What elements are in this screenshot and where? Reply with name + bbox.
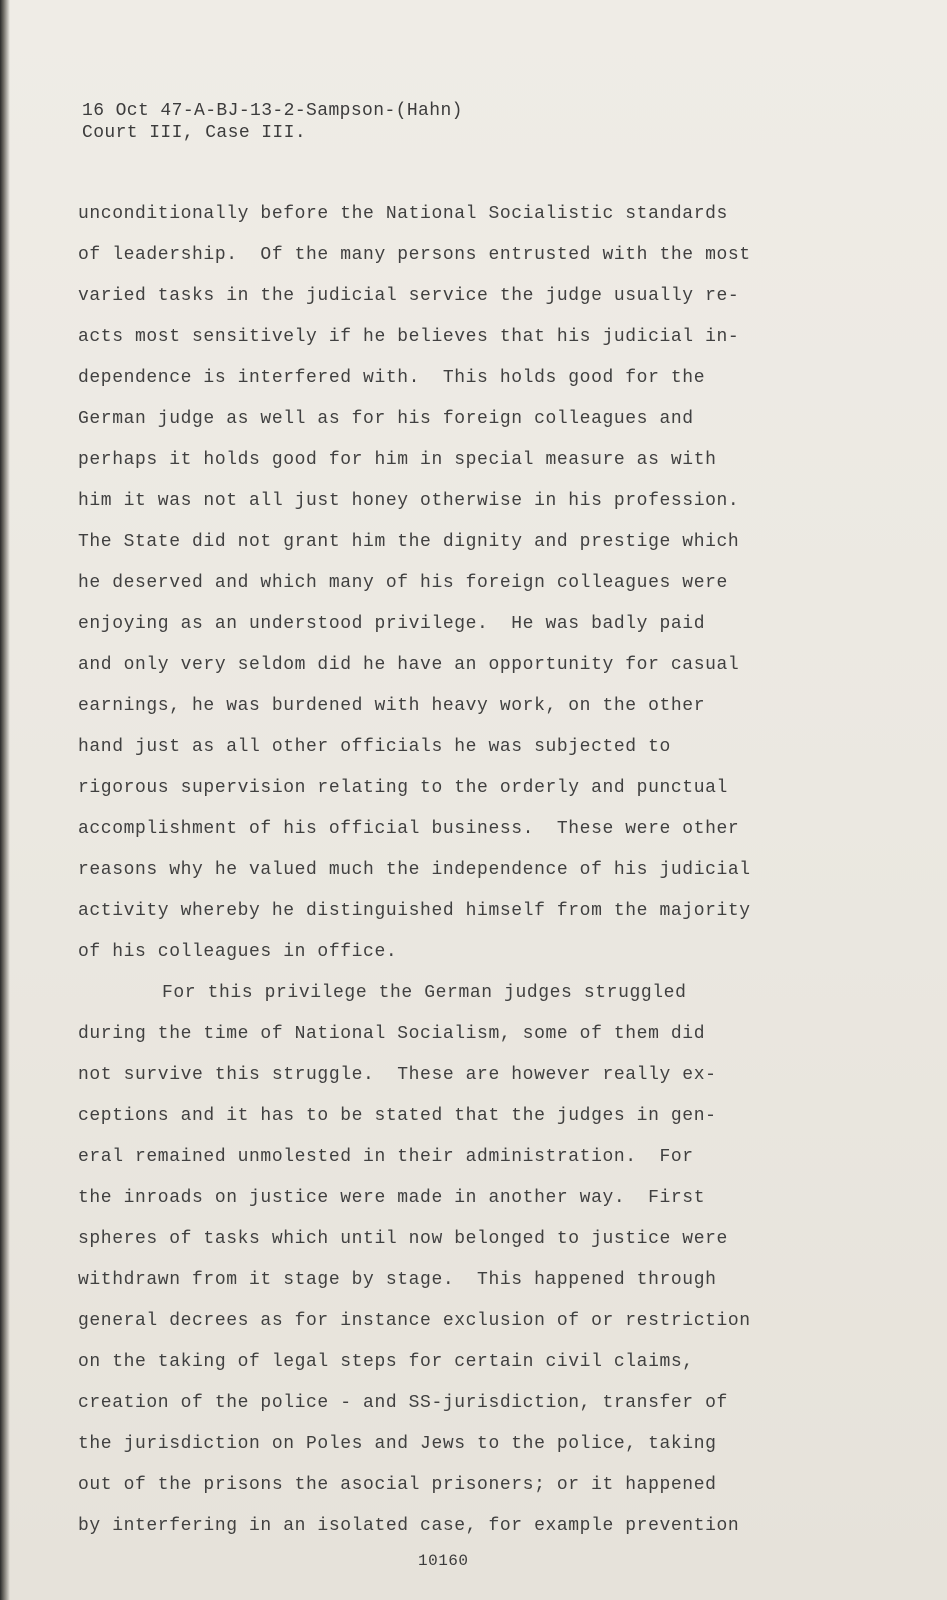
text-line: general decrees as for instance exclusion of or restriction — [78, 1311, 751, 1331]
text-line: creation of the police - and SS-jurisdiction, transfer of — [78, 1393, 728, 1413]
text-line: by interfering in an isolated case, for example prevention — [78, 1516, 740, 1536]
header-line-2: Court III, Case III. — [82, 123, 307, 143]
text-line: unconditionally before the National Socialistic standards — [78, 204, 728, 224]
page-binding-edge — [0, 0, 10, 1600]
text-line: him it was not all just honey otherwise in his profession. — [78, 491, 740, 511]
text-line: perhaps it holds good for him in special measure as with — [78, 450, 717, 470]
text-line: during the time of National Socialism, some of them did — [78, 1024, 706, 1044]
text-line: eral remained unmolested in their administration. For — [78, 1147, 694, 1167]
text-line: For this privilege the German judges struggled — [162, 983, 687, 1003]
text-line: The State did not grant him the dignity and prestige which — [78, 532, 740, 552]
text-line: out of the prisons the asocial prisoners; or it happened — [78, 1475, 717, 1495]
text-line: withdrawn from it stage by stage. This happened through — [78, 1270, 717, 1290]
text-line: the jurisdiction on Poles and Jews to the police, taking — [78, 1434, 717, 1454]
page-number: 10160 — [418, 1552, 469, 1570]
text-line: of leadership. Of the many persons entrusted with the most — [78, 245, 751, 265]
text-line: enjoying as an understood privilege. He was badly paid — [78, 614, 706, 634]
text-line: rigorous supervision relating to the orderly and punctual — [78, 778, 728, 798]
text-line: dependence is interfered with. This holds good for the — [78, 368, 706, 388]
document-header — [82, 100, 463, 144]
text-line: activity whereby he distinguished himself from the majority — [78, 901, 751, 921]
text-line: ceptions and it has to be stated that the judges in gen- — [78, 1106, 717, 1126]
text-line: reasons why he valued much the independence of his judicial — [78, 860, 751, 880]
text-line: on the taking of legal steps for certain civil claims, — [78, 1352, 694, 1372]
text-line: earnings, he was burdened with heavy work, on the other — [78, 696, 706, 716]
text-line: of his colleagues in office. — [78, 942, 398, 962]
text-line: and only very seldom did he have an opportunity for casual — [78, 655, 740, 675]
text-line: acts most sensitively if he believes that his judicial in- — [78, 327, 740, 347]
body-text — [78, 201, 908, 1554]
text-line: not survive this struggle. These are however really ex- — [78, 1065, 717, 1085]
text-line: hand just as all other officials he was subjected to — [78, 737, 671, 757]
text-line: the inroads on justice were made in another way. First — [78, 1188, 706, 1208]
text-line: varied tasks in the judicial service the judge usually re- — [78, 286, 740, 306]
text-line: German judge as well as for his foreign colleagues and — [78, 409, 694, 429]
text-line: he deserved and which many of his foreign colleagues were — [78, 573, 728, 593]
text-line: spheres of tasks which until now belonged to justice were — [78, 1229, 728, 1249]
header-line-1: 16 Oct 47-A-BJ-13-2-Sampson-(Hahn) — [82, 101, 463, 121]
text-line: accomplishment of his official business. These were other — [78, 819, 740, 839]
